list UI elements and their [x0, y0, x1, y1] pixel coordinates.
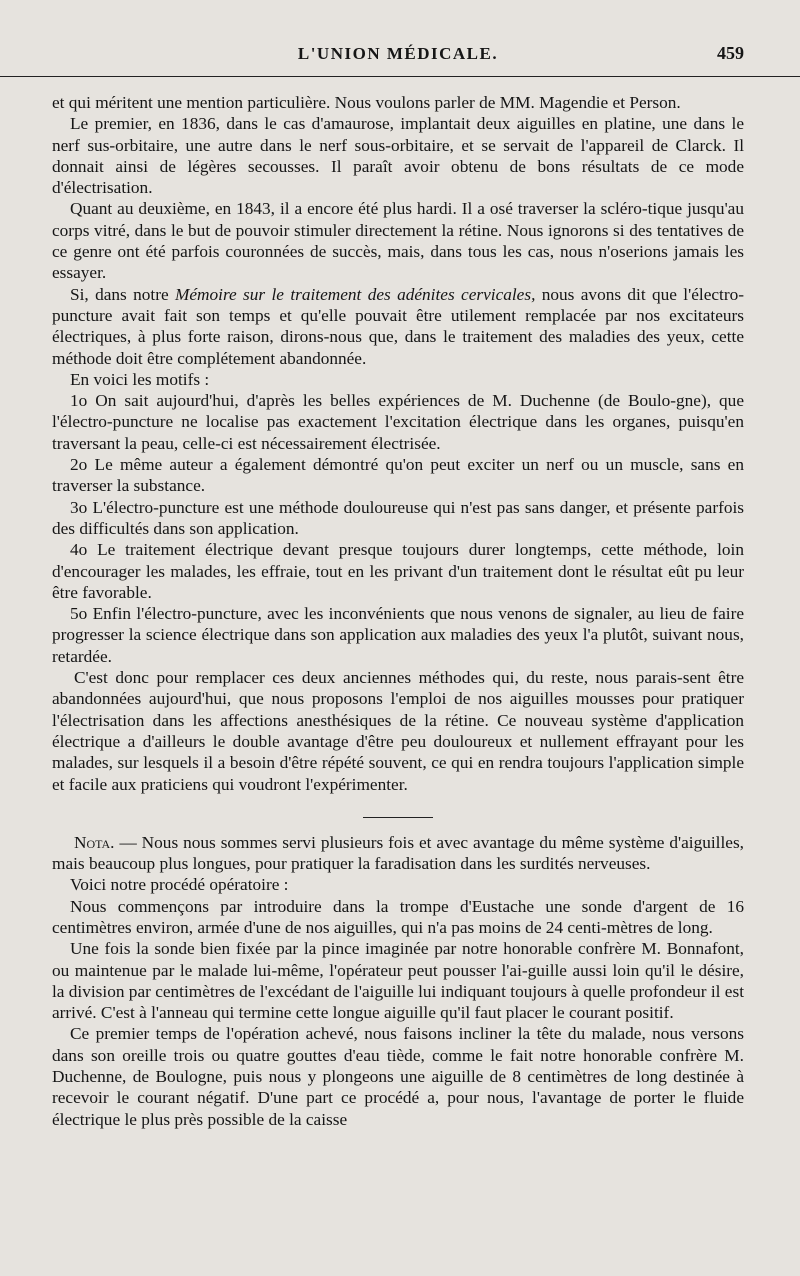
nota-label: Nota.: [74, 832, 115, 852]
paragraph: Voici notre procédé opératoire :: [70, 875, 289, 895]
paragraph: Nous commençons par introduire dans la trompe d'Eustache une sonde d'argent de 16 centimètres environ, armée d'une de nos aiguilles, qui n'a pas moins de 24 centi-mètres de long.: [52, 896, 744, 937]
motif-item: 1o On sait aujourd'hui, d'après les belles expériences de M. Duchenne (de Boulo-gne), que l'électro-puncture ne localise pas exactement l'excitation électrique dans les organes, puisqu'en traversant la peau, celle-ci est nécessairement électrisée.: [52, 391, 744, 453]
section-separator: [363, 817, 433, 818]
motif-item: 4o Le traitement électrique devant presque toujours durer longtemps, cette méthode, loin d'encourager les malades, les effraie, tout en les privant d'un traitement dont le résultat eût pu leur être favorable.: [52, 540, 744, 602]
motifs-intro: En voici les motifs :: [70, 369, 210, 389]
motif-item: 2o Le même auteur a également démontré qu'on peut exciter un nerf ou un muscle, sans en traverser la substance.: [52, 455, 744, 496]
motif-item: 5o Enfin l'électro-puncture, avec les inconvénients que nous venons de signaler, au lieu de faire progresser la science électrique dans son application aux maladies des yeux l'a plutôt, suivant nous, retardée.: [52, 604, 744, 666]
paragraph: Le premier, en 1836, dans le cas d'amaurose, implantait deux aiguilles en platine, une dans le nerf sus-orbitaire, une autre dans le nerf sous-orbitaire, et se servait de l'appareil de Clarck. Il donnait ainsi de légères secousses. Il paraît avoir obtenu de bons résultats de ce mode d'électrisation.: [52, 114, 744, 198]
memoire-before: Si, dans notre: [70, 284, 175, 304]
header-rule: [0, 76, 800, 77]
memoire-paragraph: [52, 284, 744, 369]
running-title: L'UNION MÉDICALE.: [297, 44, 499, 63]
paragraph: Quant au deuxième, en 1843, il a encore été plus hardi. Il a osé traverser la scléro-tique jusqu'au corps vitré, dans le but de pouvoir stimuler directement la rétine. Nous ignorons si des tentatives de ce genre ont été parfois couronnées de succès, mais, dans tous les cas, nous n'oserions jamais les essayer.: [52, 199, 744, 283]
nota-text: — Nous nous sommes servi plusieurs fois et avec avantage du même système d'aiguilles, mais beaucoup plus longues, pour pratiquer la faradisation dans les surdités nerveuses.: [52, 832, 744, 874]
memoire-title: Mémoire sur le traitement des adénites cervicales,: [174, 284, 536, 304]
page-header: [52, 0, 744, 62]
page-number: 459: [717, 43, 744, 63]
memoire-after: nous avons dit que l'électro-puncture avait fait son temps et qu'elle pouvait être utilement remplacée par nos excitateurs électriques, à plus forte raison, dirons-nous que, dans le traitement des maladies des yeux, cette méthode doit être complétement abandonnée.: [52, 284, 744, 368]
paragraph: Une fois la sonde bien fixée par la pince imaginée par notre honorable confrère M. Bonnafont, ou maintenue par le malade lui-même, l'opérateur peut pousser l'ai-guille aussi loin qu'il le désire, la division par centimètres de l'excédant de l'aiguille lui indiquant toujours à quelle profondeur il est arrivé. C'est à l'anneau qui termine cette longue aiguille qu'il faut placer le courant positif.: [52, 939, 745, 1023]
paragraph: Ce premier temps de l'opération achevé, nous faisons incliner la tête du malade, nous versons dans son oreille trois ou quatre gouttes d'eau tiède, comme le fait notre honorable confrère M. Duchenne, de Boulogne, puis nous y plongeons une aiguille de 8 centimètres de long destinée à recevoir le courant négatif. D'une part ce procédé a, pour nous, l'avantage de porter le fluide électrique le plus près possible de la caisse: [52, 1024, 744, 1129]
motif-item: 3o L'électro-puncture est une méthode douloureuse qui n'est pas sans danger, et présente parfois des difficultés dans son application.: [52, 497, 744, 538]
conclusion-paragraph: C'est donc pour remplacer ces deux anciennes méthodes qui, du reste, nous parais-sent être abandonnées aujourd'hui, que nous proposons l'emploi de nos aiguilles mousses pour pratiquer l'électrisation dans les affections anesthésiques de la rétine. Ce nouveau système d'application électrique a d'ailleurs le double avantage d'être peu douloureux et nullement effrayant pour les malades, sur lesquels il a besoin d'être répété souvent, ce qui en rendra toujours l'application simple et facile aux praticiens qui voudront l'expérimenter.: [52, 668, 744, 794]
paragraph: et qui méritent une mention particulière. Nous voulons parler de MM. Magendie et Person.: [52, 93, 681, 112]
article-body: [52, 92, 744, 1130]
nota-paragraph: [52, 832, 744, 875]
